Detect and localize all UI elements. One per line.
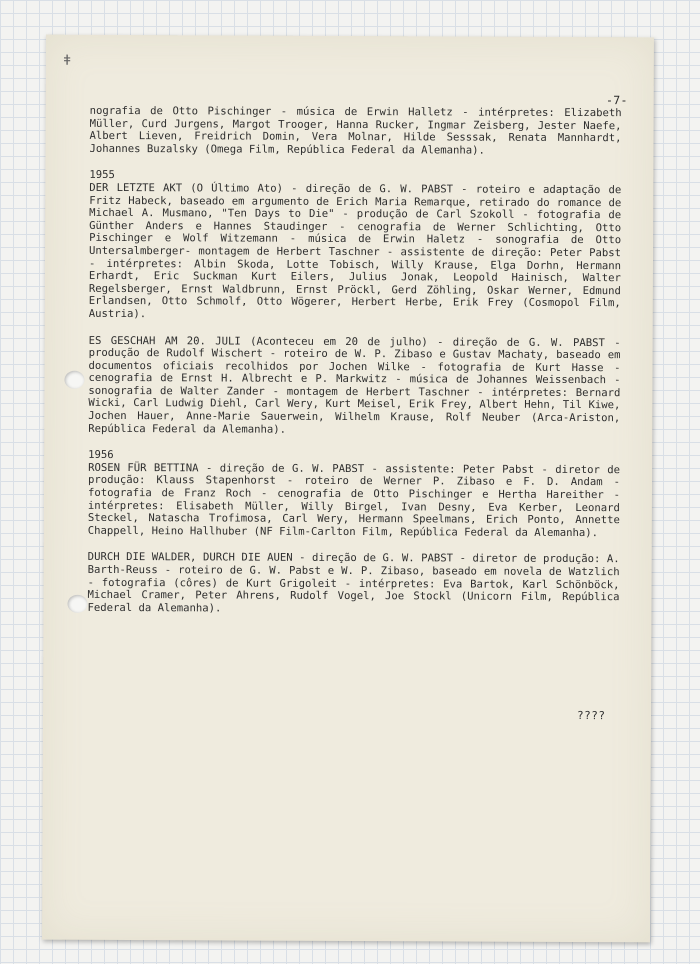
punch-hole-top (64, 371, 84, 389)
end-mark: ???? (576, 709, 606, 723)
intro-paragraph: nografia de Otto Pischinger - música de Erwin Halletz - intérpretes: Elizabeth Müller, Curd Jurgens, Margot Trooger, Hanna Rucker, Ingmar Zeisberg, Jester Naefe, Albert Lieven, Freidrich Domin, Vera Molnar, Hilde Sesssak, Renata Mannhardt, Johannes Buzalsky (Omega Film, República Federal da Alemanha). (89, 104, 622, 157)
year-heading-1955: 1955 (89, 169, 115, 182)
film-entry-es-geschah: ES GESCHAH AM 20. JULI (Aconteceu em 20 de julho) - direção de G. W. PABST -produção de Rudolf Wischert - roteiro de W. P. Zibaso e Gustav Machaty, baseado em documentos oficiais recolhidos por Jochen Wilke - fotografia de Kurt Hasse -cenografia de Ernst H. Albrecht e P. Markwitz - música de Johannes Weissenbach - sonografia de Walter Zander - montagem de Herbert Taschner - intérpretes: Bernard Wicki, Carl Ludwig Diehl, Carl Wery, Kurt Meisel, Erik Frey, Albert Hehn, Til Kiwe, Jochen Hauer, Anne-Marie Sauerwein, Wilhelm Krause, Rolf Neuber (Arca-Ariston, República Federal da Alemanha). (88, 334, 621, 436)
document-body (87, 105, 621, 617)
pencil-mark: ǂ (62, 52, 72, 69)
film-entry-der-letzte-akt: DER LETZTE AKT (O Último Ato) - direção de G. W. PABST - roteiro e adaptação de Fritz Habeck, baseado em argumento de Erich Maria Remarque, retirado do romance de Michael A. Musmano, "Ten Days to Die" - produção de Carl Szokoll - fotografia de Günther Anders e Hannes Staudinger - cenografia de Werner Schlichting, Otto Pischinger e Wolf Witzemann - música de Erwin Haletz - sonografia de Otto Untersalmberger- montagem de Herbert Taschner - assistente de direção: Peter Pabst - intérpretes: Albin Skoda, Lotte Tobisch, Willy Krause, Elga Dorhn, Hermann Erhardt, Eric Suckman Kurt Eilers, Julius Jonak, Leopold Hainisch, Walter Regelsberger, Ernst Waldbrunn, Ernst Pröckl, Gerd Zöhling, Oskar Werner, Edmund Erlandsen, Otto Schmolf, Otto Wögerer, Herbert Herbe, Erik Frey (Cosmopol Film, Austria). (88, 181, 622, 321)
page-number: -7- (605, 93, 628, 108)
year-heading-1956: 1956 (88, 449, 114, 462)
document-page (42, 35, 654, 943)
punch-hole-bottom (67, 595, 87, 613)
film-entry-rosen-fur-bettina: ROSEN FÜR BETTINA - direção de G. W. PABST - assistente: Peter Pabst - diretor de produção: Klauss Stapenhorst - roteiro de Werner P. Zibaso e F. D. Andam - fotografia de Franz Roch - cenografia de Otto Pischinger e Hertha Hareither - intérpretes: Elisabeth Müller, Willy Birgel, Ivan Desny, Eva Kerber, Leonard Steckel, Natascha Trofimosa, Carl Wery, Hermann Speelmans, Erich Ponto, Annette Chappell, Heino Hallhuber (NF Film-Carlton Film, República Federal da Alemanha). (87, 461, 621, 539)
film-entry-durch-die-walder: DURCH DIE WALDER, DURCH DIE AUEN - direção de G. W. PABST - diretor de produção: A. Barth-Reuss - roteiro de G. W. Pabst e W. P. Zibaso, baseado em novela de Watzlich - fotografia (côres) de Kurt Grigoleit - intérpretes: Eva Bartok, Karl Schönböck, Michael Cramer, Peter Ahrens, Rudolf Vogel, Joe Stockl (Unicorn Film, República Federal da Alemanha). (87, 551, 620, 615)
